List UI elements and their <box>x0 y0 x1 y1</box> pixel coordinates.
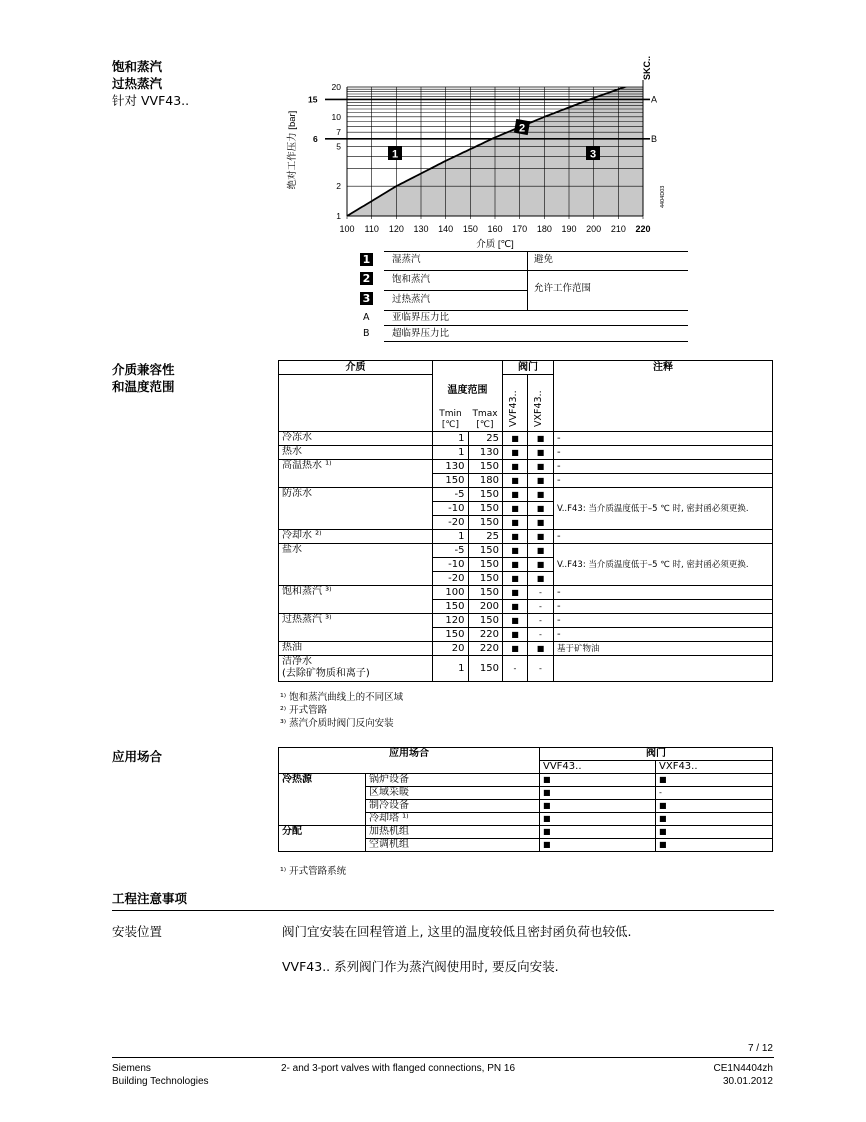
vvf-cell: ■ <box>503 544 528 558</box>
x-tick-label: 150 <box>462 224 478 234</box>
x-tick-label: 190 <box>561 224 577 234</box>
footer-doc-title: 2- and 3-port valves with flanged connections, PN 16 <box>281 1063 516 1074</box>
tmin-cell: -10 <box>433 502 469 516</box>
th-medium: 介质 <box>279 361 433 375</box>
vxf-cell: - <box>528 600 554 614</box>
vxf-cell: ■ <box>528 558 554 572</box>
th-tmax: Tmax <box>472 408 498 419</box>
section-heading-compat-2: 和温度范围 <box>112 379 175 394</box>
tmin-cell: 1 <box>433 446 469 460</box>
vxf-cell: - <box>528 628 554 642</box>
chart-legend <box>356 251 688 339</box>
section-heading-application: 应用场合 <box>112 749 163 764</box>
app-vxf-cell: ■ <box>656 839 773 852</box>
x-tick-label: 200 <box>586 224 602 234</box>
medium-compatibility-table: 介质 阀门 注释 温度范围 Tmin [℃] Tmax [℃] VVF43.. VXF43.. 冷冻水 1 25 ■ ■ - 热水 1 130 ■ ■ - 高温热水 ¹⁾ 130 150 ■ ■ - 150 180 ■ ■ - 防冻水 -5 150 ■ ■ V..F43: 当介质温度低于–5 ℃ 时, 密封函必须更换. -10 150 ■ ■ -20 150 ■ ■ 冷却水 ²⁾ 1 25 ■ ■ - 盐水 -5 150 ■ ■ V..F43: 当介质温度低于–5 ℃ 时, 密封函必须更换. -10 150 ■ ■ -20 150 ■ ■ 饱和蒸汽 ³⁾ 100 150 ■ - - 150 200 ■ - - 过热蒸汽 ³⁾ 120 150 ■ - - 150 220 ■ - - 热油 20 220 ■ ■ 基于矿物油 洁净水 (去除矿物质和离子) 1 150 - - <box>278 360 773 682</box>
legend-text-a: 亚临界压力比 <box>392 312 450 323</box>
th-app-valve: 阀门 <box>540 748 773 761</box>
sub-label-installation: 安装位置 <box>112 924 163 939</box>
legend-text-1: 湿蒸汽 <box>392 254 421 265</box>
installation-para-2: VVF43.. 系列阀门作为蒸汽阀使用时, 要反向安装. <box>282 959 559 974</box>
medium-name: 洁净水 (去除矿物质和离子) <box>279 656 433 682</box>
x-tick-label: 220 <box>635 224 651 234</box>
tmax-cell: 150 <box>468 544 503 558</box>
tmax-cell: 150 <box>468 572 503 586</box>
application-name: 加热机组 <box>366 826 540 839</box>
application-name: 制冷设备 <box>366 800 540 813</box>
tmax-cell: 150 <box>468 502 503 516</box>
legend-text-3: 过热蒸汽 <box>392 294 431 305</box>
y-outer-label-15: 15 <box>308 94 318 105</box>
medium-row <box>279 432 773 446</box>
footer-company-2: Building Technologies <box>112 1076 209 1087</box>
y-tick-label: 1 <box>336 211 341 221</box>
vxf-cell: ■ <box>528 642 554 656</box>
medium-name: 冷却水 ²⁾ <box>279 530 433 544</box>
footnote-2: ²⁾ 开式管路 <box>280 705 328 716</box>
medium-row <box>279 544 773 558</box>
x-tick-label: 100 <box>339 224 355 234</box>
vvf-cell: ■ <box>503 628 528 642</box>
note-cell: - <box>554 600 773 614</box>
tmin-cell: -10 <box>433 558 469 572</box>
note-cell: - <box>554 432 773 446</box>
th-valve: 阀门 <box>503 361 554 375</box>
app-vvf-cell: ■ <box>540 813 656 826</box>
tmax-cell: 150 <box>468 614 503 628</box>
vvf-cell: ■ <box>503 502 528 516</box>
section-divider <box>112 910 774 911</box>
tmax-cell: 25 <box>468 530 503 544</box>
tmax-cell: 220 <box>468 628 503 642</box>
note-cell: V..F43: 当介质温度低于–5 ℃ 时, 密封函必须更换. <box>554 488 773 530</box>
x-tick-label: 160 <box>487 224 503 234</box>
note-cell: - <box>554 614 773 628</box>
note-cell: - <box>554 530 773 544</box>
legend-status-avoid: 避免 <box>534 254 554 265</box>
x-tick-label: 140 <box>438 224 454 234</box>
legend-text-2: 饱和蒸汽 <box>392 274 431 285</box>
legend-marker-b: B <box>363 328 370 339</box>
app-vvf-cell: ■ <box>540 800 656 813</box>
medium-row <box>279 614 773 628</box>
tmax-cell: 150 <box>468 656 503 682</box>
vxf-cell: - <box>528 586 554 600</box>
reference-label-b: B <box>651 133 658 144</box>
application-name: 锅炉设备 <box>366 774 540 787</box>
note-cell: - <box>554 446 773 460</box>
th-temp-range: 温度范围 <box>447 384 488 396</box>
region-marker-2 <box>514 119 530 135</box>
region-marker-1 <box>388 146 402 161</box>
svg-text:3: 3 <box>589 148 597 161</box>
tmin-cell: 1 <box>433 432 469 446</box>
medium-name: 过热蒸汽 ³⁾ <box>279 614 433 642</box>
footer-doc-code: CE1N4404zh <box>713 1063 773 1074</box>
legend-status-allowed: 允许工作范围 <box>534 283 592 294</box>
app-vxf-cell: ■ <box>656 800 773 813</box>
note-cell: 基于矿物油 <box>554 642 773 656</box>
application-name: 区域采暖 <box>366 787 540 800</box>
x-tick-label: 120 <box>388 224 404 234</box>
tmin-cell: 1 <box>433 656 469 682</box>
legend-marker-1: 1 <box>360 253 373 266</box>
application-table <box>278 747 773 852</box>
vvf-cell: ■ <box>503 488 528 502</box>
tmin-cell: 1 <box>433 530 469 544</box>
vxf-cell: ■ <box>528 530 554 544</box>
th-app-vxf: VXF43.. <box>656 761 773 774</box>
tmax-cell: 200 <box>468 600 503 614</box>
app-vvf-cell: ■ <box>540 826 656 839</box>
app-vvf-cell: ■ <box>540 787 656 800</box>
section-heading-steam-1: 饱和蒸汽 <box>112 59 163 74</box>
chart-code: 4404D03 <box>660 185 666 208</box>
vvf-cell: ■ <box>503 446 528 460</box>
app-vxf-cell: ■ <box>656 774 773 787</box>
vxf-cell: ■ <box>528 432 554 446</box>
tmax-cell: 150 <box>468 558 503 572</box>
saturation-chart <box>275 50 675 255</box>
legend-marker-a: A <box>363 312 370 323</box>
vvf-cell: ■ <box>503 586 528 600</box>
tmin-cell: 150 <box>433 600 469 614</box>
footer-divider <box>112 1057 774 1058</box>
x-tick-label: 210 <box>610 224 626 234</box>
vxf-cell: ■ <box>528 544 554 558</box>
th-vxf: VXF43.. <box>533 390 544 427</box>
note-cell: V..F43: 当介质温度低于–5 ℃ 时, 密封函必须更换. <box>554 544 773 586</box>
medium-name: 盐水 <box>279 544 433 586</box>
application-row <box>279 774 773 787</box>
vvf-cell: ■ <box>503 432 528 446</box>
medium-row <box>279 656 773 682</box>
y-outer-label-6: 6 <box>313 133 318 144</box>
tmin-cell: 130 <box>433 460 469 474</box>
skc-label: SKC.. <box>642 55 652 80</box>
y-tick-label: 2 <box>336 181 341 192</box>
note-cell: - <box>554 474 773 488</box>
vvf-cell: ■ <box>503 516 528 530</box>
medium-name: 冷冻水 <box>279 432 433 446</box>
vxf-cell: ■ <box>528 572 554 586</box>
y-tick-label: 10 <box>331 111 341 122</box>
footer-company-1: Siemens <box>112 1063 151 1074</box>
vxf-cell: ■ <box>528 474 554 488</box>
vvf-cell: ■ <box>503 530 528 544</box>
vxf-cell: - <box>528 614 554 628</box>
medium-name: 高温热水 ¹⁾ <box>279 460 433 488</box>
footer-date: 30.01.2012 <box>722 1076 773 1087</box>
application-group: 冷热源 <box>279 774 366 826</box>
tmax-cell: 130 <box>468 446 503 460</box>
note-cell: - <box>554 586 773 600</box>
legend-text-b: 超临界压力比 <box>392 328 450 339</box>
vxf-cell: ■ <box>528 446 554 460</box>
tmax-cell: 220 <box>468 642 503 656</box>
app-vvf-cell: ■ <box>540 839 656 852</box>
app-vxf-cell: ■ <box>656 813 773 826</box>
medium-name: 热油 <box>279 642 433 656</box>
tmax-cell: 25 <box>468 432 503 446</box>
medium-row <box>279 446 773 460</box>
vvf-cell: ■ <box>503 558 528 572</box>
vvf-cell: ■ <box>503 600 528 614</box>
tmax-cell: 150 <box>468 488 503 502</box>
legend-marker-2: 2 <box>360 272 373 285</box>
section-heading-steam-2: 过热蒸汽 <box>112 76 163 91</box>
section-heading-compat-1: 介质兼容性 <box>112 362 175 377</box>
tmax-cell: 180 <box>468 474 503 488</box>
medium-name: 饱和蒸汽 ³⁾ <box>279 586 433 614</box>
th-tmin: Tmin <box>439 408 462 419</box>
y-tick-label: 5 <box>336 141 341 152</box>
medium-row <box>279 530 773 544</box>
application-name: 空调机组 <box>366 839 540 852</box>
application-group: 分配 <box>279 826 366 852</box>
vvf-cell: ■ <box>503 572 528 586</box>
tmax-cell: 150 <box>468 516 503 530</box>
reference-label-a: A <box>651 94 658 105</box>
section-heading-steam-3: 针对 VVF43.. <box>112 93 190 108</box>
medium-row <box>279 642 773 656</box>
footnote-1: ¹⁾ 饱和蒸汽曲线上的不同区域 <box>280 692 404 703</box>
vvf-cell: ■ <box>503 642 528 656</box>
svg-text:2: 2 <box>518 122 526 135</box>
vvf-cell: - <box>503 656 528 682</box>
app-vxf-cell: - <box>656 787 773 800</box>
medium-name: 防冻水 <box>279 488 433 530</box>
th-application: 应用场合 <box>279 748 540 774</box>
medium-name: 热水 <box>279 446 433 460</box>
tmin-cell: -20 <box>433 516 469 530</box>
tmin-cell: -20 <box>433 572 469 586</box>
vxf-cell: - <box>528 656 554 682</box>
tmin-cell: 100 <box>433 586 469 600</box>
tmin-cell: 150 <box>433 628 469 642</box>
app-vvf-cell: ■ <box>540 774 656 787</box>
tmin-cell: 20 <box>433 642 469 656</box>
vxf-cell: ■ <box>528 516 554 530</box>
x-tick-label: 110 <box>364 224 379 234</box>
note-cell <box>554 656 773 682</box>
tmax-cell: 150 <box>468 586 503 600</box>
medium-row <box>279 586 773 600</box>
application-footnote: ¹⁾ 开式管路系统 <box>280 866 347 877</box>
tmin-cell: -5 <box>433 488 469 502</box>
y-tick-label: 7 <box>336 127 341 138</box>
y-tick-label: 20 <box>331 82 341 92</box>
page-number: 7 / 12 <box>747 1043 773 1054</box>
x-tick-label: 170 <box>512 224 528 234</box>
vxf-cell: ■ <box>528 488 554 502</box>
x-tick-label: 130 <box>413 224 429 234</box>
section-heading-engineering: 工程注意事项 <box>112 891 188 906</box>
application-name: 冷却塔 ¹⁾ <box>366 813 540 826</box>
vvf-cell: ■ <box>503 460 528 474</box>
vvf-cell: ■ <box>503 474 528 488</box>
tmin-cell: 120 <box>433 614 469 628</box>
th-app-vvf: VVF43.. <box>540 761 656 774</box>
vxf-cell: ■ <box>528 460 554 474</box>
x-tick-label: 180 <box>536 224 552 234</box>
note-cell: - <box>554 628 773 642</box>
footnote-3: ³⁾ 蒸汽介质时阀门反向安装 <box>280 718 394 729</box>
th-notes: 注释 <box>554 361 773 375</box>
medium-row <box>279 488 773 502</box>
vvf-cell: ■ <box>503 614 528 628</box>
tmax-cell: 150 <box>468 460 503 474</box>
application-row <box>279 826 773 839</box>
installation-para-1: 阀门宜安装在回程管道上, 这里的温度较低且密封函负荷也较低. <box>282 924 632 939</box>
x-axis-label: 介质 [℃] <box>476 239 514 250</box>
app-vxf-cell: ■ <box>656 826 773 839</box>
vxf-cell: ■ <box>528 502 554 516</box>
svg-text:1: 1 <box>391 148 399 161</box>
tmin-cell: 150 <box>433 474 469 488</box>
tmin-cell: -5 <box>433 544 469 558</box>
medium-row <box>279 460 773 474</box>
note-cell: - <box>554 460 773 474</box>
compat-footnotes <box>280 691 403 730</box>
y-tick-labels <box>332 82 342 221</box>
x-tick-labels <box>339 224 650 234</box>
legend-marker-3: 3 <box>360 292 373 305</box>
y-axis-label: 绝对工作压力 [bar] <box>287 110 298 190</box>
region-marker-3 <box>586 146 600 161</box>
th-vvf: VVF43.. <box>508 390 519 427</box>
